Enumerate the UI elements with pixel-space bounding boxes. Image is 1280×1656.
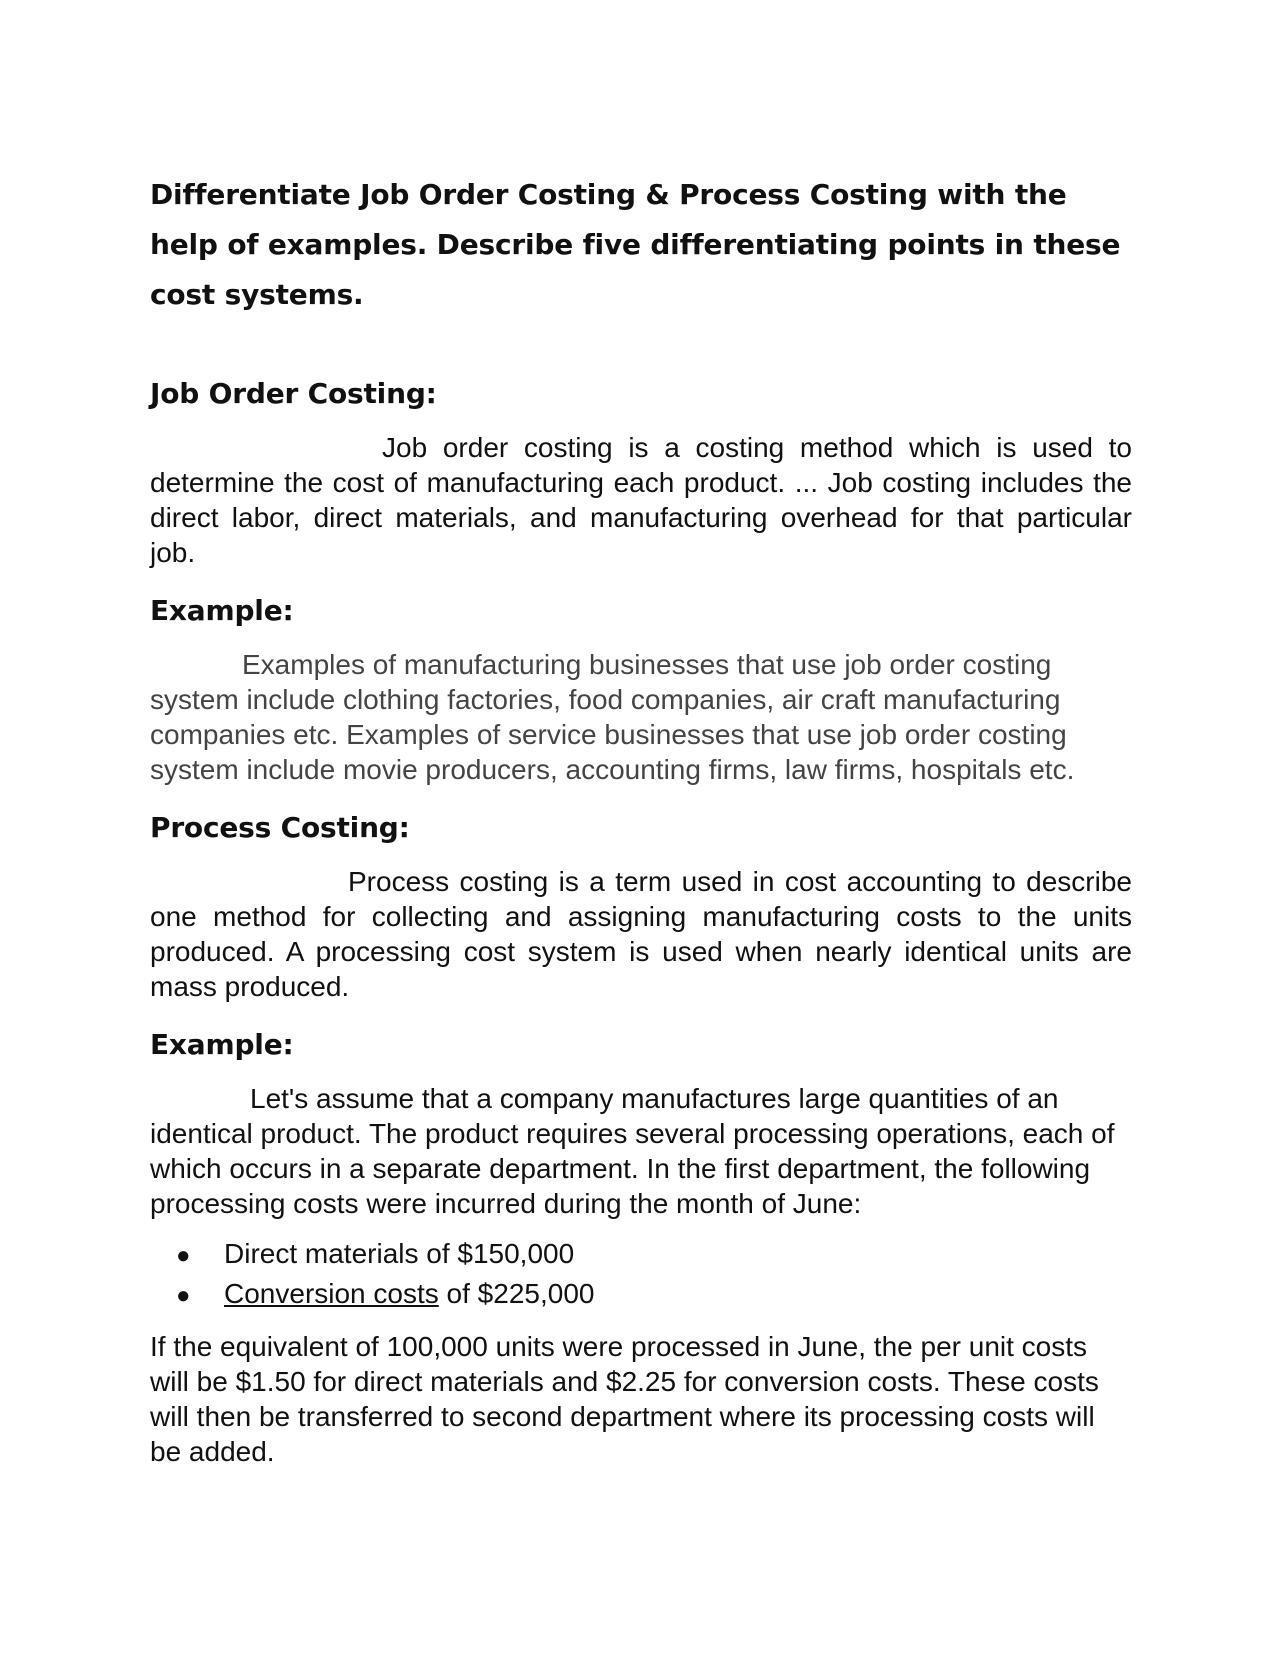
process-example-conclusion: If the equivalent of 100,000 units were processed in June, the per unit costs will be $1.50 for direct materials and $2.25 for conversion costs. These costs will then be transferred to second department where its processing costs will be added. bbox=[150, 1331, 1099, 1467]
bullet-text: Direct materials of $150,000 bbox=[224, 1238, 575, 1269]
job-order-example-body: Examples of manufacturing businesses that use job order costing system include clothing factories, food companies, air craft manufacturing companies etc. Examples of service businesses that use job order costing system include movie producers, accounting firms, law firms, hospitals etc. bbox=[150, 649, 1075, 785]
heading-process-costing: Process Costing: bbox=[150, 811, 410, 844]
cost-bullet-list bbox=[150, 1235, 1132, 1315]
list-item bbox=[176, 1235, 1132, 1275]
page-title: Differentiate Job Order Costing & Process Costing with the help of examples. Describe five differentiating points in these cost systems. bbox=[150, 178, 1121, 311]
process-costing-body: Process costing is a term used in cost accounting to describe one method for collecting and assigning manufacturing costs to the units produced. A processing cost system is used when nearly identical units are mass produced. bbox=[150, 866, 1132, 1002]
conversion-costs-link[interactable]: Conversion costs bbox=[224, 1278, 439, 1309]
list-item bbox=[176, 1275, 1132, 1315]
job-order-costing-body: Job order costing is a costing method which is used to determine the cost of manufacturing each product. ... Job costing includes the direct labor, direct materials, and manufacturing overhead for that particular job. bbox=[150, 432, 1132, 568]
bullet-icon: ● bbox=[176, 1242, 191, 1269]
heading-process-example: Example: bbox=[150, 1028, 294, 1061]
process-example-intro: Let's assume that a company manufactures large quantities of an identical product. The product requires several processing operations, each of which occurs in a separate department. In the first department, the following processing costs were incurred during the month of June: bbox=[150, 1083, 1115, 1219]
bullet-text: of $225,000 bbox=[438, 1278, 595, 1309]
heading-job-order-example: Example: bbox=[150, 594, 294, 627]
heading-job-order-costing: Job Order Costing: bbox=[150, 377, 437, 410]
document-page bbox=[150, 170, 1132, 1469]
bullet-icon: ● bbox=[176, 1282, 191, 1309]
